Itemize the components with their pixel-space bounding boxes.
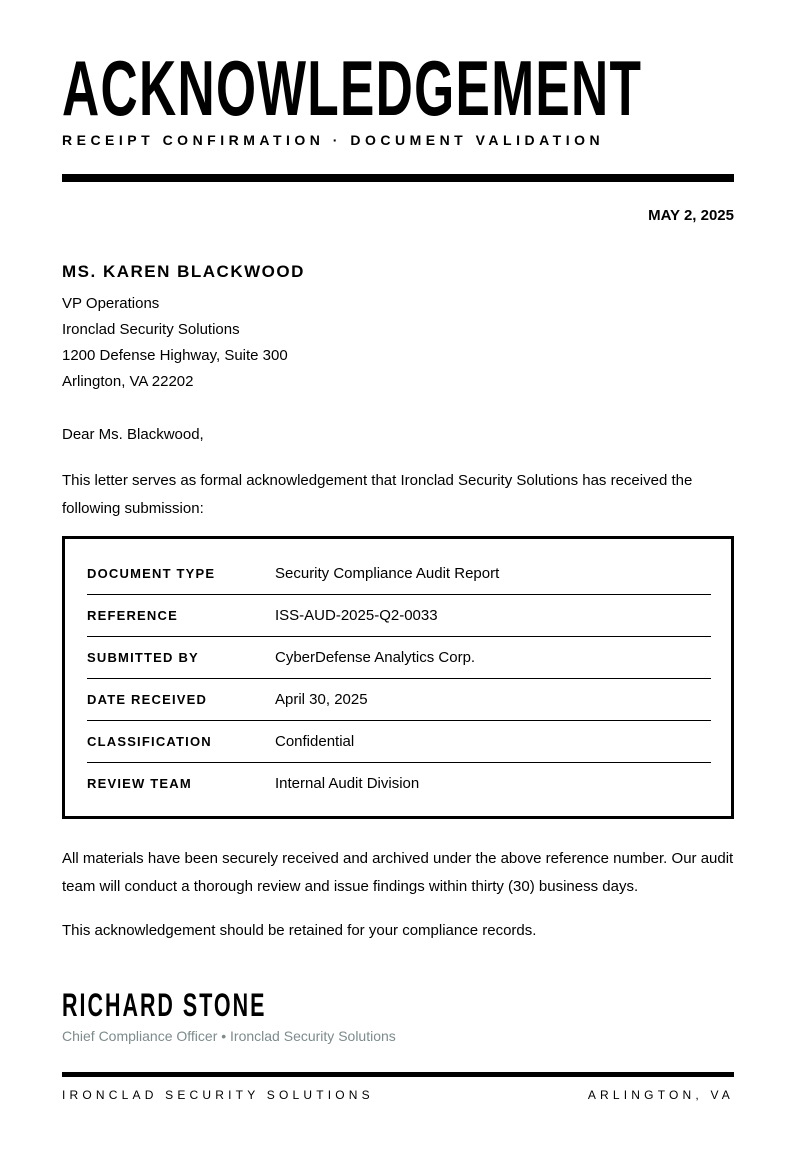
recipient-block <box>62 262 734 395</box>
document-title <box>62 44 734 132</box>
footer-divider <box>62 1072 734 1077</box>
detail-row-document-type <box>87 553 711 595</box>
recipient-name: MS. KAREN BLACKWOOD <box>62 262 305 281</box>
recipient-city: Arlington, VA 22202 <box>62 373 194 390</box>
submission-details-box <box>62 536 734 819</box>
recipient-address <box>62 291 734 395</box>
intro-paragraph: This letter serves as formal acknowledgement that Ironclad Security Solutions has received the following submission: <box>62 472 693 517</box>
signature-block <box>62 987 734 1045</box>
recipient-street: 1200 Defense Highway, Suite 300 <box>62 347 288 364</box>
confirmation-paragraph: All materials have been securely received and archived under the above reference number. Our audit team will conduct a thorough review and issue findings within thirty (30) business days. <box>62 850 734 895</box>
detail-label: REVIEW TEAM <box>87 776 192 791</box>
letter-footer <box>62 1072 734 1102</box>
detail-label: SUBMITTED BY <box>87 650 199 665</box>
detail-label: CLASSIFICATION <box>87 734 212 749</box>
signer-name-text: RICHARD STONE <box>62 987 267 1023</box>
footer-company: IRONCLAD SECURITY SOLUTIONS <box>62 1088 374 1102</box>
detail-label: DOCUMENT TYPE <box>87 566 216 581</box>
salutation: Dear Ms. Blackwood, <box>62 426 204 443</box>
detail-value: Internal Audit Division <box>275 775 420 792</box>
detail-row-reference <box>87 595 711 637</box>
signer-name <box>62 987 734 1023</box>
detail-row-submitted-by <box>87 637 711 679</box>
detail-value: Security Compliance Audit Report <box>275 565 500 582</box>
detail-value: Confidential <box>275 733 355 750</box>
detail-value: CyberDefense Analytics Corp. <box>275 649 476 666</box>
detail-row-review-team <box>87 763 711 804</box>
detail-value: ISS-AUD-2025-Q2-0033 <box>275 607 438 624</box>
detail-value: April 30, 2025 <box>275 691 368 708</box>
document-subtitle: RECEIPT CONFIRMATION · DOCUMENT VALIDATION <box>62 132 605 148</box>
footer-row <box>62 1088 734 1102</box>
detail-row-date-received <box>87 679 711 721</box>
recipient-company: Ironclad Security Solutions <box>62 321 240 338</box>
document-title-text: ACKNOWLEDGEMENT <box>62 44 643 132</box>
letter-date: MAY 2, 2025 <box>648 207 734 224</box>
detail-row-classification <box>87 721 711 763</box>
detail-label: REFERENCE <box>87 608 178 623</box>
signer-role: Chief Compliance Officer • Ironclad Security Solutions <box>62 1028 396 1044</box>
detail-label: DATE RECEIVED <box>87 692 208 707</box>
footer-location: ARLINGTON, VA <box>587 1088 734 1102</box>
header-divider <box>62 174 734 182</box>
retention-paragraph: This acknowledgement should be retained for your compliance records. <box>62 922 537 939</box>
recipient-title: VP Operations <box>62 295 160 312</box>
